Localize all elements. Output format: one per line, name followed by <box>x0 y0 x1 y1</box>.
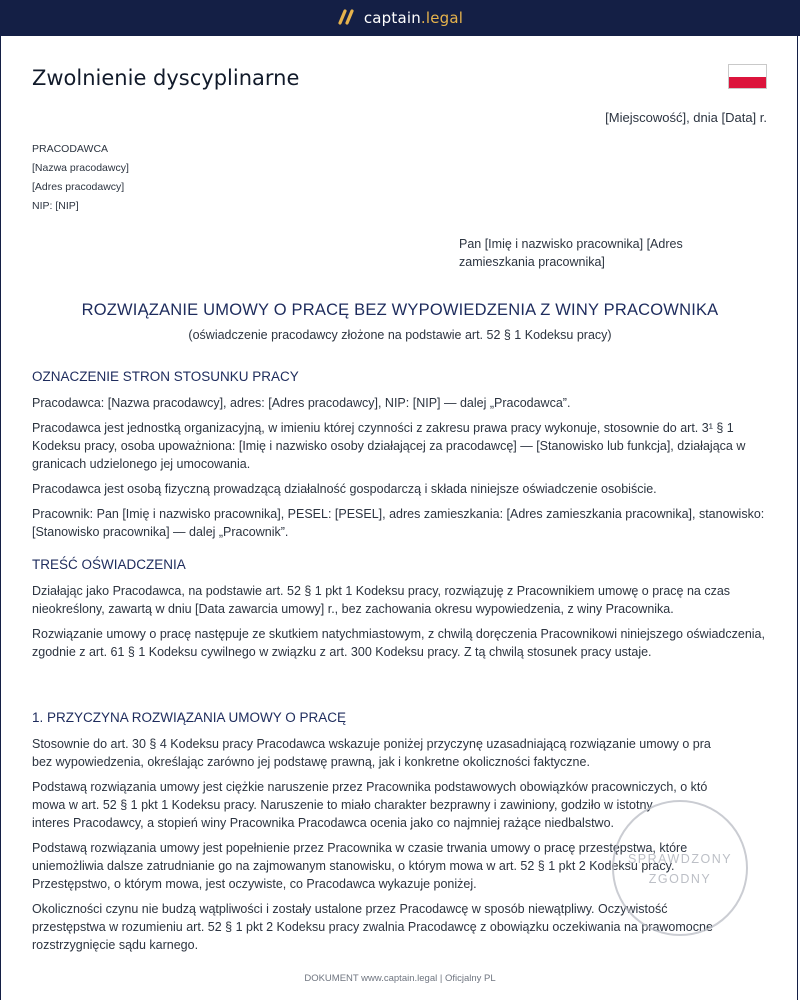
paragraph: Pracodawca jest osobą fizyczną prowadzącą działalność gospodarczą i składa niniejsze oświadczenie osobiście. <box>32 482 657 496</box>
employer-nip: NIP: [NIP] <box>32 200 79 212</box>
paragraph-line: Podstawą rozwiązania umowy jest popełnienie przez Pracownika w czasie trwania umowy o pracę przestępstwa, które <box>32 841 688 855</box>
paragraph: Pracownik: Pan [Imię i nazwisko pracownika], PESEL: [PESEL], adres zamieszkania: [Adres zamieszkania pracownika], stanowisko: [Stanowisko pracownika] — dalej „Pracownik”. <box>32 507 765 539</box>
paragraph-line: uniemożliwia dalsze zatrudnianie go na zajmowanym stanowisku, o którym mowa w art. 52 § 1 pkt 2 Kodeksu pracy. <box>32 859 675 873</box>
brand-tld: .legal <box>420 9 464 27</box>
paragraph-line: interes Pracodawcy, a stopień winy Pracownika Pracodawca ocenia jako co najmniej rażące niedbalstwo. <box>32 816 615 830</box>
paragraph: Pracodawca: [Nazwa pracodawcy], adres: [Adres pracodawcy], NIP: [NIP] — dalej „Pracodawca”. <box>32 396 571 410</box>
section-title-content: TREŚĆ OŚWIADCZENIA <box>32 557 186 572</box>
brand-name: captain <box>363 9 421 27</box>
brand-logo[interactable] <box>0 0 800 36</box>
section-title-parties: OZNACZENIE STRON STOSUNKU PRACY <box>32 369 299 384</box>
stamp-line-1: SPRAWDZONY <box>627 852 733 866</box>
polish-flag-icon <box>728 64 767 89</box>
paragraph-line: Przestępstwo, o którym mowa, jest oczywiste, co Pracodawca wykazuje poniżej. <box>32 877 477 891</box>
paragraph-line: rozstrzygnięcie sądu karnego. <box>32 938 199 952</box>
paragraph: Działając jako Pracodawca, na podstawie art. 52 § 1 pkt 1 Kodeksu pracy, rozwiązuję z Pracownikiem umowę o pracę na czas nieokreślony, zawartą w dniu [Data zawarcia umowy] r., bez zachowania okresu wypowiedzenia, z winy Pracownika. <box>32 584 731 616</box>
recipient: Pan [Imię i nazwisko pracownika] [Adres zamieszkania pracownika] <box>459 237 683 269</box>
paragraph: Pracodawca jest jednostką organizacyjną, w imieniu której czynności z zakresu prawa pracy wykonuje, stosownie do art. 3¹ § 1 Kodeksu pracy, osoba upoważniona: [Imię i nazwisko osoby działającej za pracodawcę] — [Stanowisko lub funkcja], działająca w granicach udzielonego jej umocowania. <box>32 421 746 471</box>
paragraph-line: mowa w art. 52 § 1 pkt 1 Kodeksu pracy. Naruszenie to miało charakter bezprawny i zawiniony, godziło w istotny <box>32 798 653 812</box>
employer-label: PRACODAWCA <box>32 143 109 155</box>
place-date: [Miejscowość], dnia [Data] r. <box>605 110 767 125</box>
paragraph-line: przestępstwa w rozumieniu art. 52 § 1 pkt 2 Kodeksu pracy zwalnia Pracodawcę z obowiązku oczekiwania na prawomocne <box>32 920 713 934</box>
section-title-reason: 1. PRZYCZYNA ROZWIĄZANIA UMOWY O PRACĘ <box>32 710 347 725</box>
captain-logo-icon <box>337 9 355 25</box>
paragraph-line: Stosownie do art. 30 § 4 Kodeksu pracy Pracodawca wskazuje poniżej przyczynę uzasadniającą rozwiązanie umowy o pra <box>32 737 711 751</box>
employer-name: [Nazwa pracodawcy] <box>32 162 129 174</box>
paragraph-line: Podstawą rozwiązania umowy jest ciężkie naruszenie przez Pracownika podstawowych obowiązków pracowniczych, o któ <box>32 780 708 794</box>
footer: DOKUMENT www.captain.legal | Oficjalny PL <box>304 973 496 984</box>
stamp-line-2: ZGODNY <box>648 872 712 886</box>
employer-address: [Adres pracodawcy] <box>32 181 125 193</box>
document-heading: ROZWIĄZANIE UMOWY O PRACĘ BEZ WYPOWIEDZENIA Z WINY PRACOWNIKA <box>81 301 719 319</box>
paragraph: Rozwiązanie umowy o pracę następuje ze skutkiem natychmiastowym, z chwilą doręczenia Pracownikowi niniejszego oświadczenia, zgodnie z art. 61 § 1 Kodeksu cywilnego w związku z art. 300 Kodeksu pracy. Z tą chwilą stosunek pracy ustaje. <box>32 627 765 659</box>
paragraph-line: bez wypowiedzenia, określając zarówno jej podstawę prawną, jak i konkretne okoliczności faktyczne. <box>32 755 590 769</box>
verified-stamp <box>612 800 748 936</box>
paragraph-line: Okoliczności czynu nie budzą wątpliwości i zostały ustalone przez Pracodawcę w sposób niewątpliwy. Oczywistość <box>32 902 668 916</box>
document-title: Zwolnienie dyscyplinarne <box>32 66 300 90</box>
document-subheading: (oświadczenie pracodawcy złożone na podstawie art. 52 § 1 Kodeksu pracy) <box>188 328 612 342</box>
